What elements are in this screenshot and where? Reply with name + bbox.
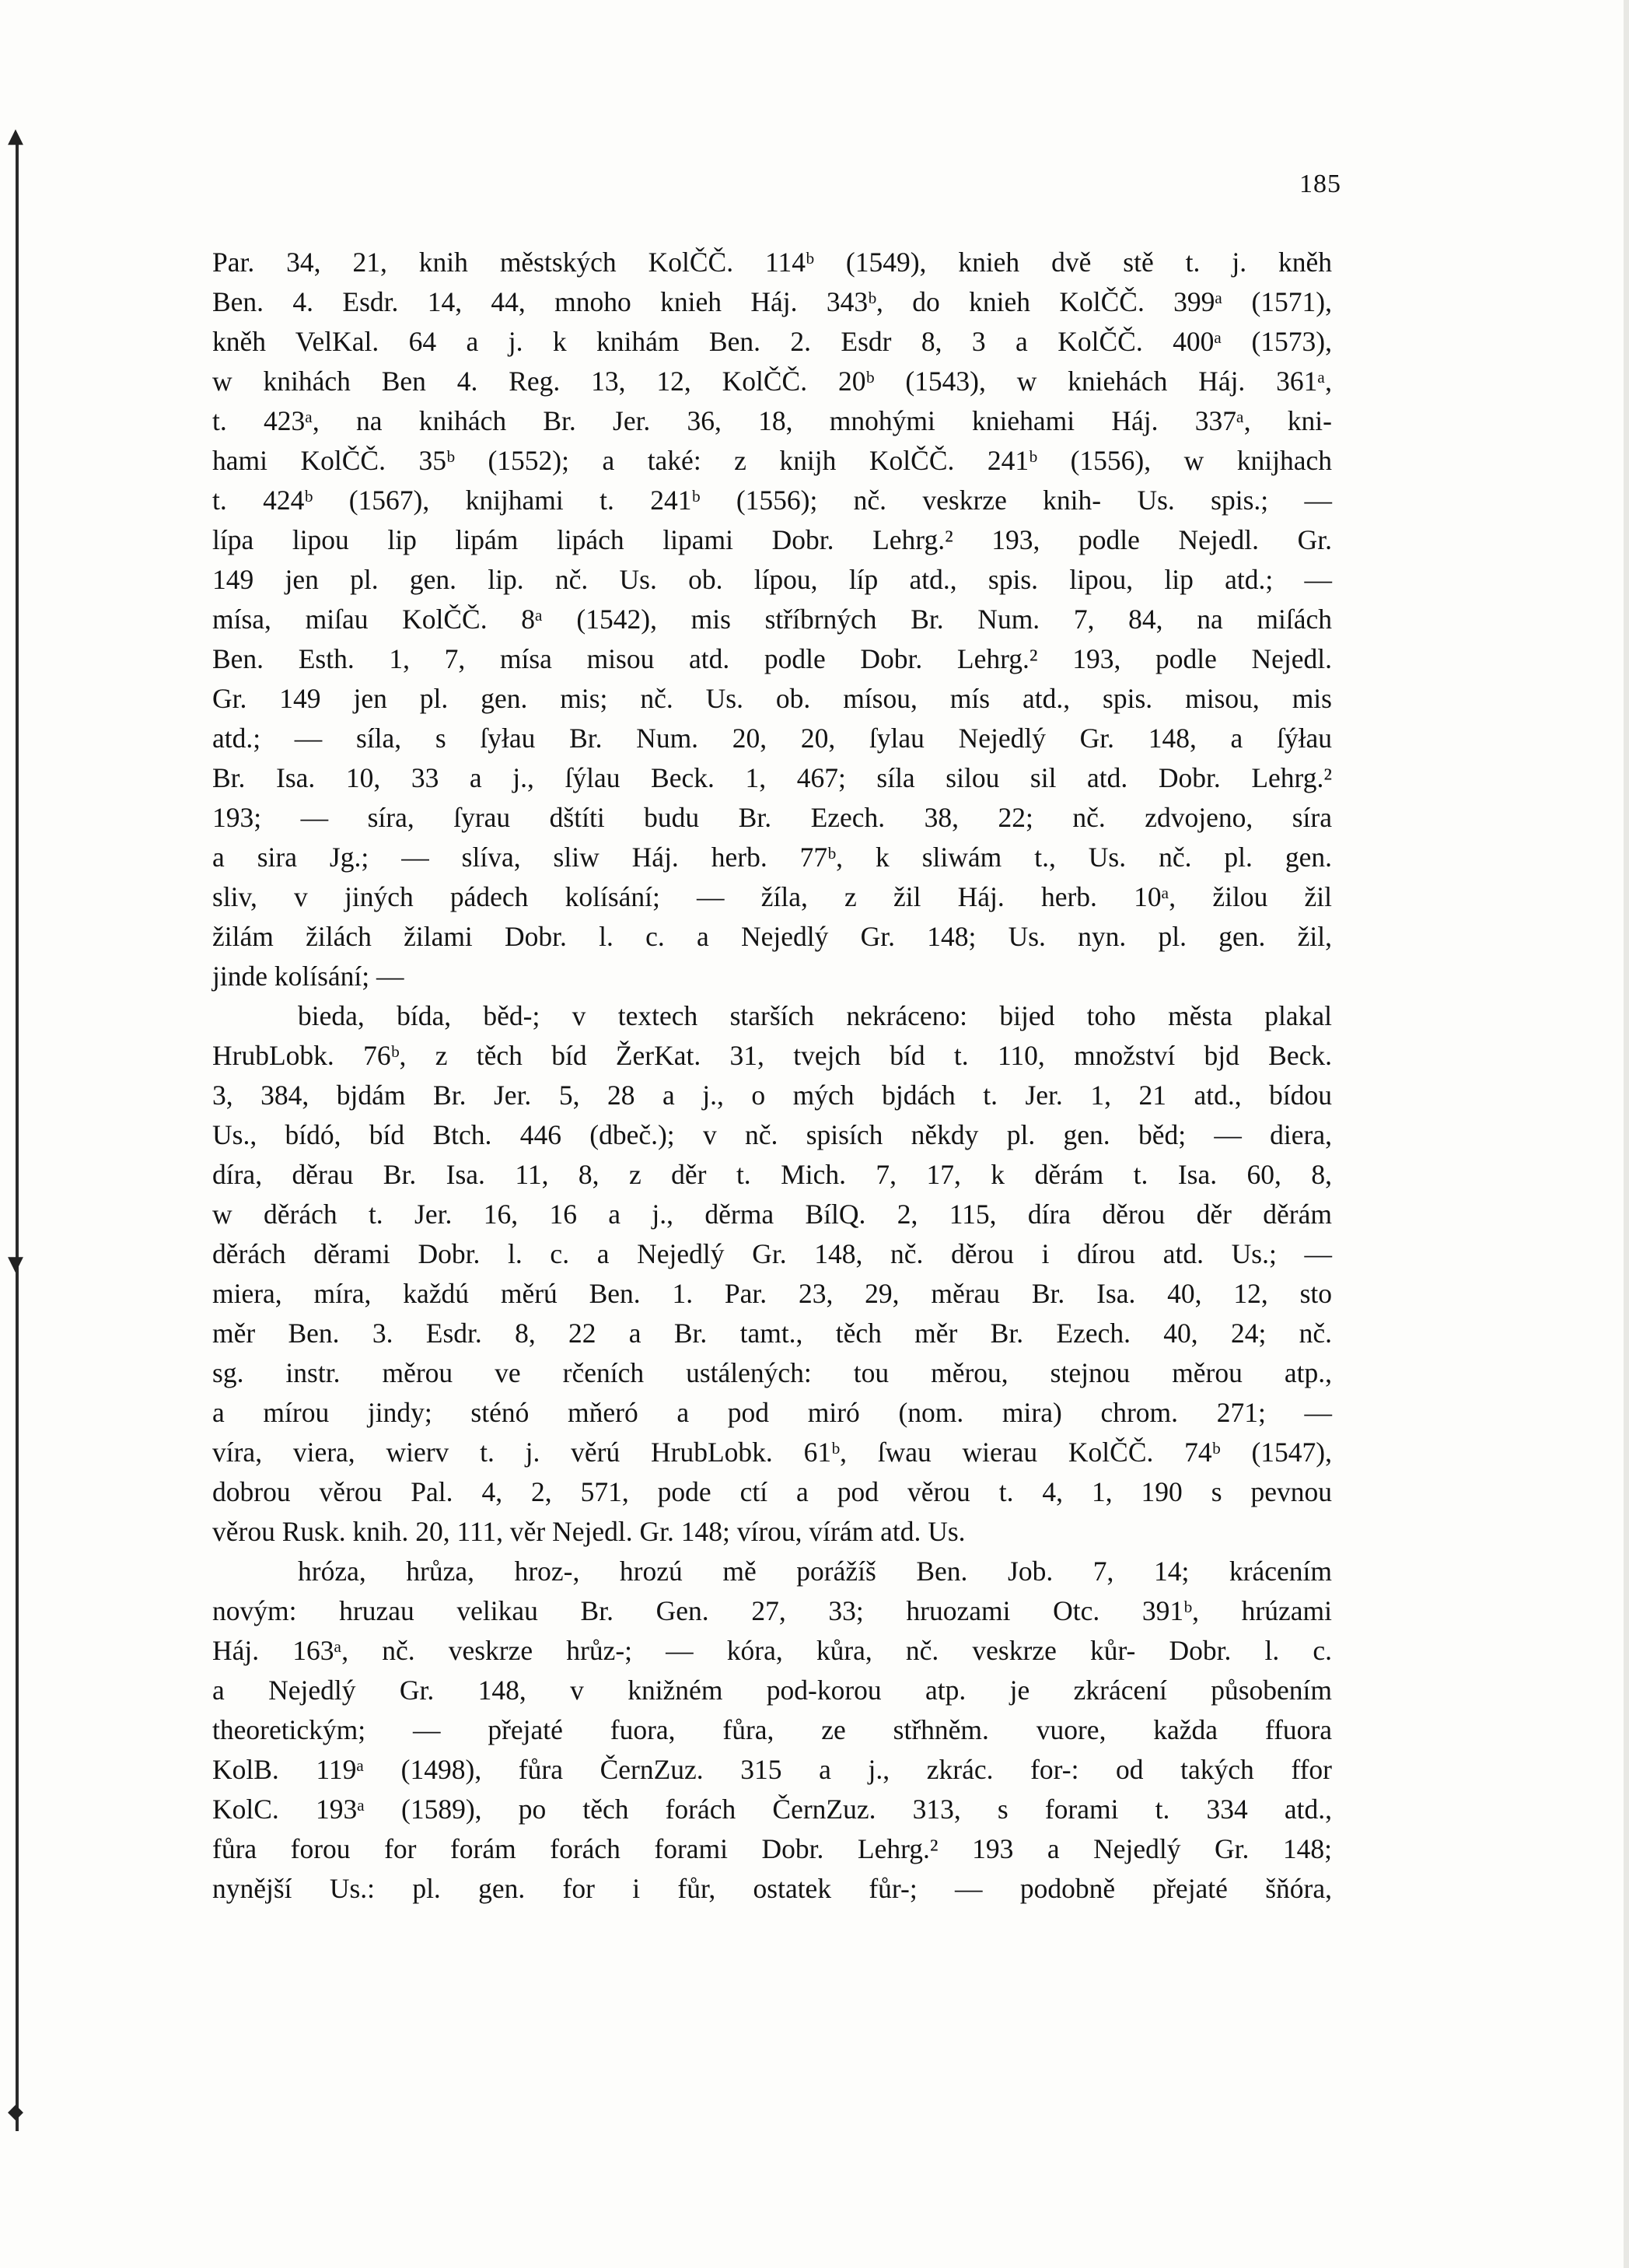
text-line: KolB. 119ᵃ (1498), fůra ČernZuz. 315 a j., zkrác. for-: od takých ffor bbox=[212, 1754, 1332, 1785]
text-line: dobrou věrou Pal. 4, 2, 571, pode ctí a pod věrou t. 4, 1, 190 s pevnou bbox=[212, 1476, 1332, 1507]
text-line: víra, viera, wierv t. j. věrú HrubLobk. 61ᵇ, ſwau wierau KolČČ. 74ᵇ (1547), bbox=[212, 1437, 1332, 1468]
text-line: nynější Us.: pl. gen. for i fůr, ostatek fůr-; — podobně přejaté šňóra, bbox=[212, 1873, 1332, 1904]
page-edge bbox=[1624, 0, 1629, 2268]
paragraph-start-line: bieda, bída, běd-; v textech starších nekráceno: bijed toho města plakal bbox=[298, 1000, 1332, 1031]
text-line: KolC. 193ᵃ (1589), po těch forách ČernZuz. 313, s forami t. 334 atd., bbox=[212, 1794, 1332, 1825]
text-line: a Nejedlý Gr. 148, v knižném pod-korou atp. je zkrácení působením bbox=[212, 1675, 1332, 1706]
binding-mark-bottom: ◆ bbox=[8, 2100, 23, 2123]
text-line: HrubLobk. 76ᵇ, z těch bíd ŽerKat. 31, tvejch bíd t. 110, množství bjd Beck. bbox=[212, 1040, 1332, 1071]
text-line: 149 jen pl. gen. lip. nč. Us. ob. lípou, líp atd., spis. lipou, lip atd.; — bbox=[212, 564, 1332, 595]
text-line: atd.; — síla, s ſyłau Br. Num. 20, 20, ſylau Nejedlý Gr. 148, a ſýłau bbox=[212, 723, 1332, 754]
text-line: fůra forou for forám forách forami Dobr. Lehrg.² 193 a Nejedlý Gr. 148; bbox=[212, 1833, 1332, 1864]
text-line: w knihách Ben 4. Reg. 13, 12, KolČČ. 20ᵇ (1543), w kniehách Háj. 361ᵃ, bbox=[212, 366, 1332, 397]
text-line: lípa lipou lip lipám lipách lipami Dobr. Lehrg.² 193, podle Nejedl. Gr. bbox=[212, 524, 1332, 555]
text-line: jinde kolísání; — bbox=[212, 961, 404, 992]
text-body bbox=[212, 243, 1332, 1909]
text-line: děrách děrami Dobr. l. c. a Nejedlý Gr. 148, nč. děrou i dírou atd. Us.; — bbox=[212, 1238, 1332, 1269]
binding-rule bbox=[16, 140, 19, 2131]
text-line: sliv, v jiných pádech kolísání; — žíla, z žil Háj. herb. 10ᵃ, žilou žil bbox=[212, 881, 1332, 912]
text-line: 3, 384, bjdám Br. Jer. 5, 28 a j., o mých bjdách t. Jer. 1, 21 atd., bídou bbox=[212, 1080, 1332, 1111]
text-line: miera, míra, každú měrú Ben. 1. Par. 23, 29, měrau Br. Isa. 40, 12, sto bbox=[212, 1278, 1332, 1309]
text-line: a mírou jindy; sténó mňeró a pod miró (nom. mira) chrom. 271; — bbox=[212, 1397, 1332, 1428]
text-line: Ben. Esth. 1, 7, mísa misou atd. podle Dobr. Lehrg.² 193, podle Nejedl. bbox=[212, 643, 1332, 674]
text-line: věrou Rusk. knih. 20, 111, věr Nejedl. Gr. 148; vírou, vírám atd. Us. bbox=[212, 1516, 966, 1547]
text-line: měr Ben. 3. Esdr. 8, 22 a Br. tamt., těch měr Br. Ezech. 40, 24; nč. bbox=[212, 1318, 1332, 1349]
page-number: 185 bbox=[1299, 170, 1341, 198]
text-line: žilám žilách žilami Dobr. l. c. a Nejedlý Gr. 148; Us. nyn. pl. gen. žil, bbox=[212, 921, 1332, 952]
text-line: Ben. 4. Esdr. 14, 44, mnoho knieh Háj. 343ᵇ, do knieh KolČČ. 399ᵃ (1571), bbox=[212, 286, 1332, 317]
text-line: t. 424ᵇ (1567), knijhami t. 241ᵇ (1556); nč. veskrze knih- Us. spis.; — bbox=[212, 485, 1332, 516]
paragraph-start-line: hróza, hrůza, hroz-, hrozú mě porážíš Ben. Job. 7, 14; krácením bbox=[298, 1556, 1332, 1587]
text-line: kněh VelKal. 64 a j. k knihám Ben. 2. Esdr 8, 3 a KolČČ. 400ᵃ (1573), bbox=[212, 326, 1332, 357]
text-line: Háj. 163ᵃ, nč. veskrze hrůz-; — kóra, kůra, nč. veskrze kůr- Dobr. l. c. bbox=[212, 1635, 1332, 1666]
text-line: Us., bídó, bíd Btch. 446 (dbeč.); v nč. spisích někdy pl. gen. běd; — diera, bbox=[212, 1119, 1332, 1150]
text-line: 193; — síra, ſyrau dštíti budu Br. Ezech. 38, 22; nč. zdvojeno, síra bbox=[212, 802, 1332, 833]
text-line: mísa, miſau KolČČ. 8ᵃ (1542), mis stříbrných Br. Num. 7, 84, na miſách bbox=[212, 604, 1332, 635]
text-line: a sira Jg.; — slíva, sliw Háj. herb. 77ᵇ, k sliwám t., Us. nč. pl. gen. bbox=[212, 842, 1332, 873]
binding-mark-middle: ▼ bbox=[8, 1252, 23, 1276]
text-line: novým: hruzau velikau Br. Gen. 27, 33; hruozami Otc. 391ᵇ, hrúzami bbox=[212, 1595, 1332, 1626]
binding-mark-top: ▲ bbox=[8, 124, 23, 148]
text-line: hami KolČČ. 35ᵇ (1552); a také: z knijh KolČČ. 241ᵇ (1556), w knijhach bbox=[212, 445, 1332, 476]
text-line: t. 423ᵃ, na knihách Br. Jer. 36, 18, mnohými kniehami Háj. 337ᵃ, kni- bbox=[212, 405, 1332, 436]
text-line: díra, děrau Br. Isa. 11, 8, z děr t. Mich. 7, 17, k děrám t. Isa. 60, 8, bbox=[212, 1159, 1332, 1190]
text-line: w děrách t. Jer. 16, 16 a j., děrma BílQ. 2, 115, díra děrou děr děrám bbox=[212, 1199, 1332, 1230]
text-line: sg. instr. měrou ve rčeních ustálených: tou měrou, stejnou měrou atp., bbox=[212, 1357, 1332, 1388]
text-line: Br. Isa. 10, 33 a j., ſýlau Beck. 1, 467; síla silou sil atd. Dobr. Lehrg.² bbox=[212, 762, 1332, 793]
text-line: Par. 34, 21, knih městských KolČČ. 114ᵇ (1549), knieh dvě stě t. j. kněh bbox=[212, 247, 1332, 278]
text-line: Gr. 149 jen pl. gen. mis; nč. Us. ob. mísou, mís atd., spis. misou, mis bbox=[212, 683, 1332, 714]
text-line: theoretickým; — přejaté fuora, fůra, ze střhněm. vuore, každa ffuora bbox=[212, 1714, 1332, 1745]
